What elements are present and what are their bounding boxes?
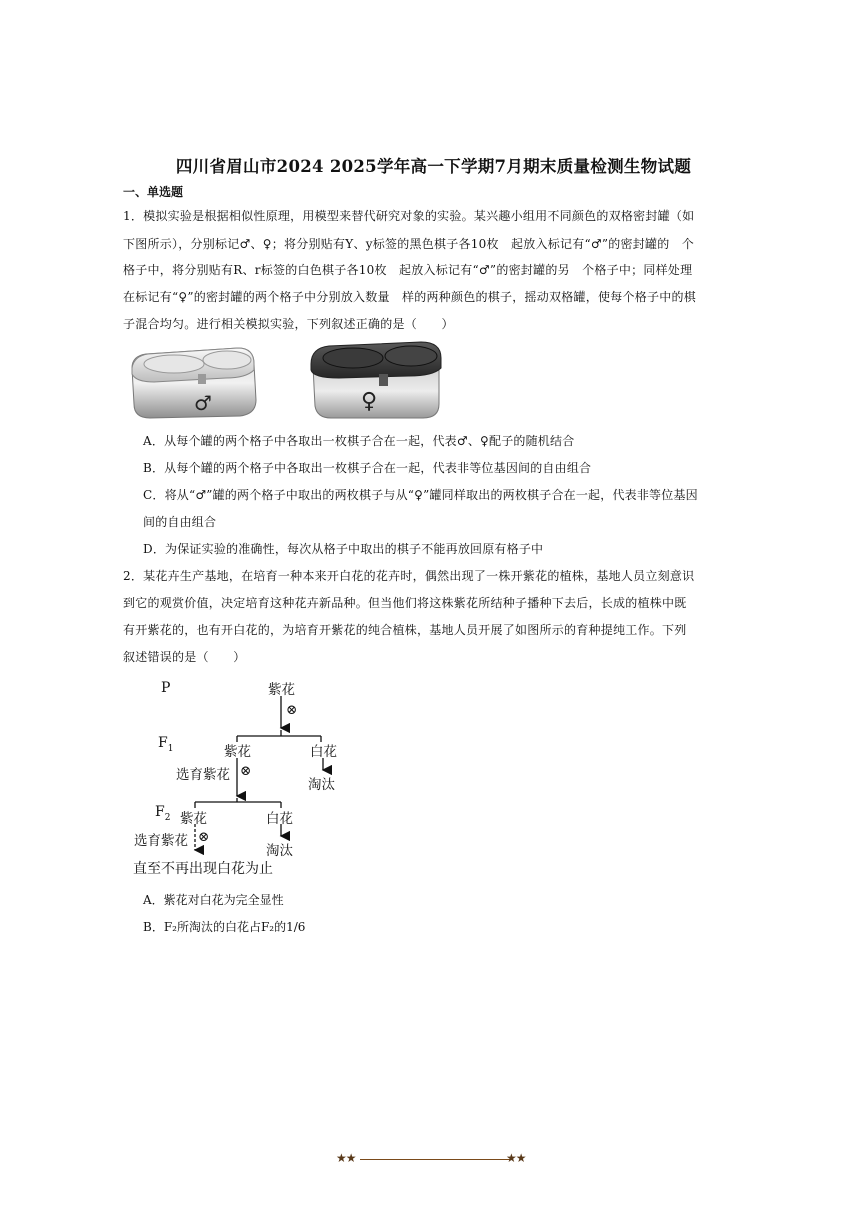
f2-discard-label: 淘汰 <box>266 843 293 859</box>
p-selfing-icon: ⊗ <box>286 702 298 718</box>
generation-f2-label: $F_2$ <box>155 804 171 823</box>
q2-line-4: 叙述错误的是（ ） <box>123 650 246 664</box>
female-jar-image <box>309 336 443 420</box>
male-symbol: ♂ <box>194 391 212 415</box>
p-purple-flower: 紫花 <box>268 682 295 698</box>
f2-purple-flower: 紫花 <box>180 811 207 827</box>
footer-stars-left: ★★ <box>336 1151 356 1165</box>
q1-option-c-continued: 间的自由组合 <box>143 515 217 529</box>
page-title: 四川省眉山市2024 2025学年高一下学期7月期末质量检测生物试题 <box>175 157 692 176</box>
f1-white-flower: 白花 <box>310 744 337 760</box>
f1-discard-label: 淘汰 <box>308 777 335 793</box>
until-no-white-text: 直至不再出现白花为止 <box>133 861 273 877</box>
q1-line-1: 1．模拟实验是根据相似性原理，用模型来替代研究对象的实验。某兴趣小组用不同颜色的双格密封罐（如 <box>123 209 695 223</box>
f2-selfing-icon: ⊗ <box>198 829 210 845</box>
q1-option-c[interactable]: C．将从“♂”罐的两个格子中取出的两枚棋子与从“♀”罐同样取出的两枚棋子合在一起，代表非等位基因 <box>143 488 698 502</box>
f2-select-purple: 选育紫花 <box>134 833 188 849</box>
q1-option-b[interactable]: B．从每个罐的两个格子中各取出一枚棋子合在一起，代表非等位基因间的自由组合 <box>143 461 592 475</box>
q1-option-a[interactable]: A．从每个罐的两个格子中各取出一枚棋子合在一起，代表♂、♀配子的随机结合 <box>143 434 575 448</box>
q1-line-5: 子混合均匀。进行相关模拟实验，下列叙述正确的是（ ） <box>123 317 454 331</box>
generation-p-label: P <box>161 680 171 696</box>
f1-purple-flower: 紫花 <box>224 744 251 760</box>
page-footer <box>330 1151 540 1169</box>
female-symbol: ♀ <box>361 389 378 414</box>
f2-white-flower: 白花 <box>266 811 293 827</box>
q1-line-2: 下图所示），分别标记♂、♀；将分别贴有Y、y标签的黑色棋子各10枚 起放入标记有“♂”的密封罐的 个 <box>123 237 695 251</box>
q2-line-2: 到它的观赏价值，决定培育这种花卉新品种。但当他们将这株紫花所结种子播种下去后，长成的植株中既 <box>123 596 687 610</box>
f1-select-purple: 选育紫花 <box>176 767 230 783</box>
footer-stars-right: ★★ <box>506 1151 526 1165</box>
footer-rule <box>360 1159 510 1160</box>
generation-f1-label: $F_1$ <box>158 735 174 754</box>
q1-line-4: 在标记有“♀”的密封罐的两个格子中分别放入数量 样的两种颜色的棋子，摇动双格罐，使每个格子中的棋 <box>123 290 697 304</box>
q1-option-d[interactable]: D．为保证实验的准确性，每次从格子中取出的棋子不能再放回原有格子中 <box>143 542 544 556</box>
f1-selfing-icon: ⊗ <box>240 763 252 779</box>
q2-line-3: 有开紫花的，也有开白花的，为培育开紫花的纯合植株，基地人员开展了如图所示的育种提纯工作。下列 <box>123 623 687 637</box>
male-jar-image <box>126 338 260 420</box>
q2-line-1: 2．某花卉生产基地，在培育一种本来开白花的花卉时，偶然出现了一株开紫花的植株，基地人员立刻意识 <box>123 569 695 583</box>
q2-option-a[interactable]: A．紫花对白花为完全显性 <box>143 893 284 907</box>
q2-option-b[interactable]: B．F₂所淘汰的白花占F₂的1/6 <box>143 920 306 934</box>
section-heading: 一、单选题 <box>123 185 184 199</box>
q1-line-3: 格子中，将分别贴有R、r标签的白色棋子各10枚 起放入标记有“♂”的密封罐的另 个格子中；同样处理 <box>123 263 693 277</box>
